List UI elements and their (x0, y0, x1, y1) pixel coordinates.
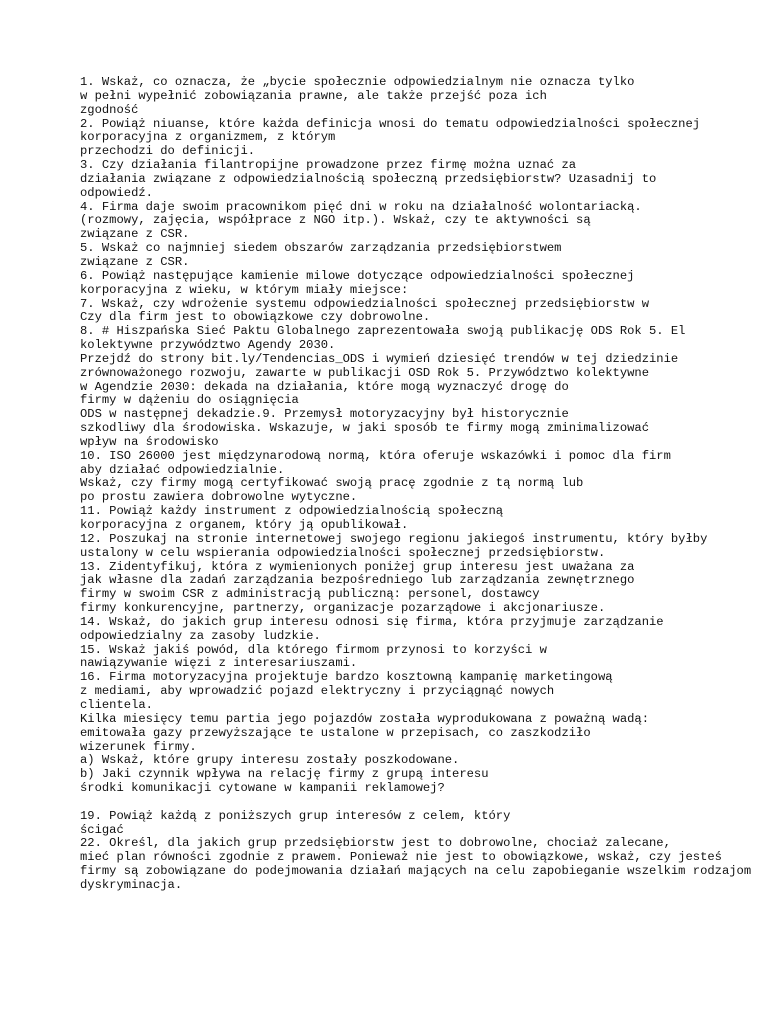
text-line: przechodzi do definicji. (80, 144, 256, 159)
text-line: działania związane z odpowiedzialnością społeczną przedsiębiorstw? Uzasadnij to (80, 171, 657, 186)
text-line: 8. # Hiszpańska Sieć Paktu Globalnego zaprezentowała swoją publikację ODS Rok 5. El (80, 324, 686, 339)
text-line: w pełni wypełnić zobowiązania prawne, ale także przejść poza ich (80, 88, 547, 103)
text-line: 3. Czy działania filantropijne prowadzone przez firmę można uznać za (80, 158, 577, 173)
text-line: b) Jaki czynnik wpływa na relację firmy z grupą interesu (80, 767, 489, 782)
text-line: Wskaż, czy firmy mogą certyfikować swoją pracę zgodnie z tą normą lub (80, 476, 584, 491)
text-line: korporacyjna z organizmem, z którym (80, 130, 336, 145)
text-line: odpowiedź. (80, 185, 153, 200)
text-line: (rozmowy, zajęcia, współprace z NGO itp.). Wskaż, czy te aktywności są (80, 213, 591, 228)
text-line: firmy są zobowiązane do podejmowania działań mających na celu zapobieganie wszelkim rodzajom (80, 864, 752, 879)
text-line: firmy w swoim CSR z administracją publiczną: personel, dostawcy (80, 587, 540, 602)
text-line: ODS w następnej dekadzie.9. Przemysł motoryzacyjny był historycznie (80, 407, 569, 422)
text-line: firmy w dążeniu do osiągnięcia (80, 393, 299, 408)
text-line: związane z CSR. (80, 254, 190, 269)
text-line: dyskryminacja. (80, 877, 183, 892)
document-text (80, 76, 768, 893)
text-line: związane z CSR. (80, 227, 190, 242)
text-line: Kilka miesięcy temu partia jego pojazdów została wyprodukowana z poważną wadą: (80, 711, 650, 726)
text-line: korporacyjna z wieku, w którym miały miejsce: (80, 282, 409, 297)
text-line: 1. Wskaż, co oznacza, że „bycie społecznie odpowiedzialnym nie oznacza tylko (80, 75, 635, 89)
text-line: w Agendzie 2030: dekada na działania, które mogą wyznaczyć drogę do (80, 379, 569, 394)
text-line: z mediami, aby wprowadzić pojazd elektryczny i przyciągnąć nowych (80, 684, 555, 699)
text-line: Czy dla firm jest to obowiązkowe czy dobrowolne. (80, 310, 431, 325)
text-line: 15. Wskaż jakiś powód, dla którego firmom przynosi to korzyści w (80, 642, 547, 657)
text-line: zgodność (80, 102, 139, 117)
text-line: 6. Powiąż następujące kamienie milowe dotyczące odpowiedzialności społecznej (80, 268, 635, 283)
text-line: 11. Powiąż każdy instrument z odpowiedzialnością społeczną (80, 504, 504, 519)
text-line: firmy konkurencyjne, partnerzy, organizacje pozarządowe i akcjonariusze. (80, 601, 606, 616)
text-line: nawiązywanie więzi z interesariuszami. (80, 656, 358, 671)
text-line: aby działać odpowiedzialnie. (80, 462, 285, 477)
text-line: 13. Zidentyfikuj, która z wymienionych poniżej grup interesu jest uważana za (80, 559, 635, 574)
text-line: Przejdź do strony bit.ly/Tendencias_ODS i wymień dziesięć trendów w tej dziedzinie (80, 351, 679, 366)
text-line: 16. Firma motoryzacyjna projektuje bardzo kosztowną kampanię marketingową (80, 670, 613, 685)
text-line: ścigać (80, 822, 124, 837)
text-line: wpływ na środowisko (80, 434, 219, 449)
text-line: ustalony w celu wspierania odpowiedzialności społecznej przedsiębiorstw. (80, 545, 606, 560)
text-line: 12. Poszukaj na stronie internetowej swojego regionu jakiegoś instrumentu, który byłby (80, 531, 708, 546)
text-line: 4. Firma daje swoim pracownikom pięć dni w roku na działalność wolontariacką. (80, 199, 642, 214)
text-line: środki komunikacji cytowane w kampanii reklamowej? (80, 781, 445, 796)
text-line: korporacyjna z organem, który ją opublikował. (80, 518, 409, 532)
text-line: 19. Powiąż każdą z poniższych grup interesów z celem, który (80, 808, 511, 823)
text-line: 22. Określ, dla jakich grup przedsiębiorstw jest to dobrowolne, chociaż zalecane, (80, 836, 671, 851)
text-line: 7. Wskaż, czy wdrożenie systemu odpowiedzialności społecznej przedsiębiorstw w (80, 296, 650, 311)
blank-line (80, 796, 768, 810)
text-line: szkodliwy dla środowiska. Wskazuje, w jaki sposób te firmy mogą zminimalizować (80, 421, 650, 436)
text-line: a) Wskaż, które grupy interesu zostały poszkodowane. (80, 753, 460, 768)
text-line: clientela. (80, 697, 153, 712)
text-line: 5. Wskaż co najmniej siedem obszarów zarządzania przedsiębiorstwem (80, 241, 562, 256)
text-line: kolektywne przywództwo Agendy 2030. (80, 338, 336, 353)
text-line: mieć plan równości zgodnie z prawem. Ponieważ nie jest to obowiązkowe, wskaż, czy jesteś (80, 850, 722, 865)
text-line: jak własne dla zadań zarządzania bezpośredniego lub zarządzania zewnętrznego (80, 573, 635, 588)
text-line: odpowiedzialny za zasoby ludzkie. (80, 628, 321, 643)
text-line: 10. ISO 26000 jest międzynarodową normą, która oferuje wskazówki i pomoc dla firm (80, 448, 671, 463)
text-line: wizerunek firmy. (80, 739, 197, 754)
text-line: po prostu zawiera dobrowolne wytyczne. (80, 490, 358, 505)
text-line: 2. Powiąż niuanse, które każda definicja wnosi do tematu odpowiedzialności społecznej (80, 116, 701, 131)
text-line: 14. Wskaż, do jakich grup interesu odnosi się firma, która przyjmuje zarządzanie (80, 614, 664, 629)
text-line: emitowała gazy przewyższające te ustalone w przepisach, co zaszkodziło (80, 725, 591, 740)
text-line: zrównoważonego rozwoju, zawarte w publikacji OSD Rok 5. Przywództwo kolektywne (80, 365, 650, 380)
